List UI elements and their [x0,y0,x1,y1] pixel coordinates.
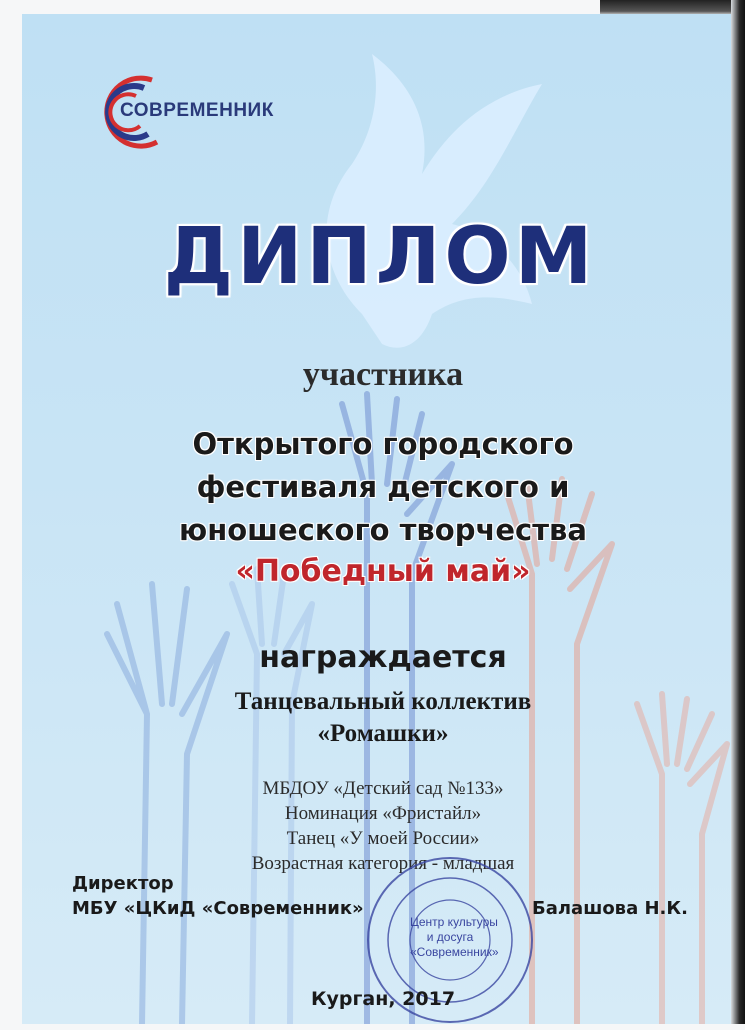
winner-line-1: Танцевальный коллектив [234,688,532,715]
stamp-text-3: «Современник» [410,945,499,959]
stamp-text-1: Центр культуры [410,915,498,929]
logo-name: СОВРЕМЕННИК [120,100,274,121]
festival-line-1: Открытого городского [192,427,574,461]
signature-name: Балашова Н.К. [532,898,688,919]
signature-organization: МБУ «ЦКиД «Современник» [72,898,364,919]
signature-title: Директор [72,873,174,894]
festival-line-2: фестиваля детского и [196,470,570,504]
winner-line-2: «Ромашки» [317,720,449,747]
info-organization: МБДОУ «Детский сад №133» [262,778,504,799]
diploma-title: ДИПЛОМ [163,212,597,302]
city-year: Курган, 2017 [310,988,456,1010]
festival-name: «Победный май» [235,554,531,589]
awarded-label: награждается [259,640,507,675]
diploma-subtitle: участника [302,356,464,393]
scan-shadow-right [731,0,745,1024]
stamp-text-2: и досуга [426,930,474,944]
dove-icon [327,54,542,348]
festival-line-3: юношеского творчества [179,513,587,547]
info-age-category: Возрастная категория - младшая [251,853,515,874]
info-dance: Танец «У моей России» [286,828,480,849]
info-nomination: Номинация «Фристайл» [284,803,482,824]
